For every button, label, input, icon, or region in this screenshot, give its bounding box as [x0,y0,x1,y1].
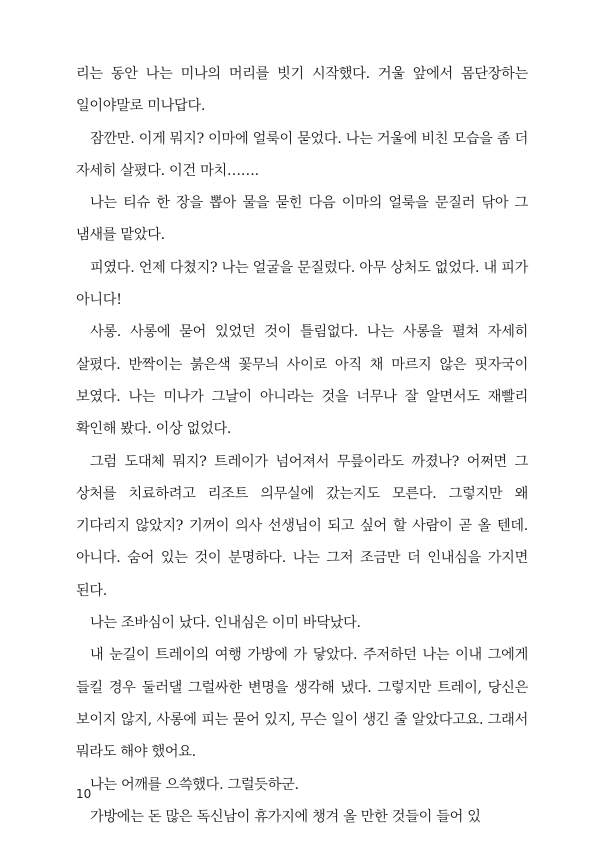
paragraph-continued: 리는 동안 나는 미나의 머리를 빗기 시작했다. 거울 앞에서 몸단장하는 일이야말로 미나답다. [76,66,528,115]
paragraph: 나는 티슈 한 장을 뽑아 물을 묻힌 다음 이마의 얼룩을 문질러 닦아 그 냄새를 맡았다. [76,195,528,244]
paragraph: 나는 어깨를 으쓱했다. 그럴듯하군. [90,776,299,793]
page-number: 10 [76,787,92,801]
paragraph: 사롱. 사롱에 묻어 있었던 것이 틀림없다. 나는 사롱을 펼쳐 자세히 살폈다. 반짝이는 붉은색 꽃무늬 사이로 아직 채 마르지 않은 핏자국이 보였다. 나는 미나가 그날이 아니라는 것을 너무나 잘 알면서도 재빨리 확인해 봤다. 이상 없었다. [76,324,528,438]
paragraph: 잠깐만. 이게 뭐지? 이마에 얼룩이 묻었다. 나는 거울에 비친 모습을 좀 더 자세히 살폈다. 이건 마치……. [76,130,528,179]
paragraph: 나는 조바심이 났다. 인내심은 이미 바닥났다. [90,615,361,632]
paragraph: 그럼 도대체 뭐지? 트레이가 넘어져서 무릎이라도 까졌나? 어쩌면 그 상처를 치료하려고 리조트 의무실에 갔는지도 모른다. 그렇지만 왜 기다리지 않았지? 기꺼이 의사 선생님이 되고 싶어 할 사람이 곧 올 텐데. 아니다. 숨어 있는 것이 분명하다. 나는 그저 조금만 더 인내심을 가지면 된다. [76,453,528,599]
paragraph: 가방에는 돈 많은 독신남이 휴가지에 챙겨 올 만한 것들이 들어 있 [90,808,481,825]
paragraph: 피였다. 언제 다쳤지? 나는 얼굴을 문질렀다. 아무 상처도 없었다. 내 피가 아니다! [76,259,528,309]
book-page-body [76,58,528,833]
paragraph: 내 눈길이 트레이의 여행 가방에 가 닿았다. 주저하던 나는 이내 그에게 들킬 경우 둘러댈 그럴싸한 변명을 생각해 냈다. 그렇지만 트레이, 당신은 보이지 않지, 사롱에 피는 묻어 있지, 무슨 일이 생긴 줄 알았다고요. 그래서 뭐라도 해야 했어요. [76,647,528,761]
